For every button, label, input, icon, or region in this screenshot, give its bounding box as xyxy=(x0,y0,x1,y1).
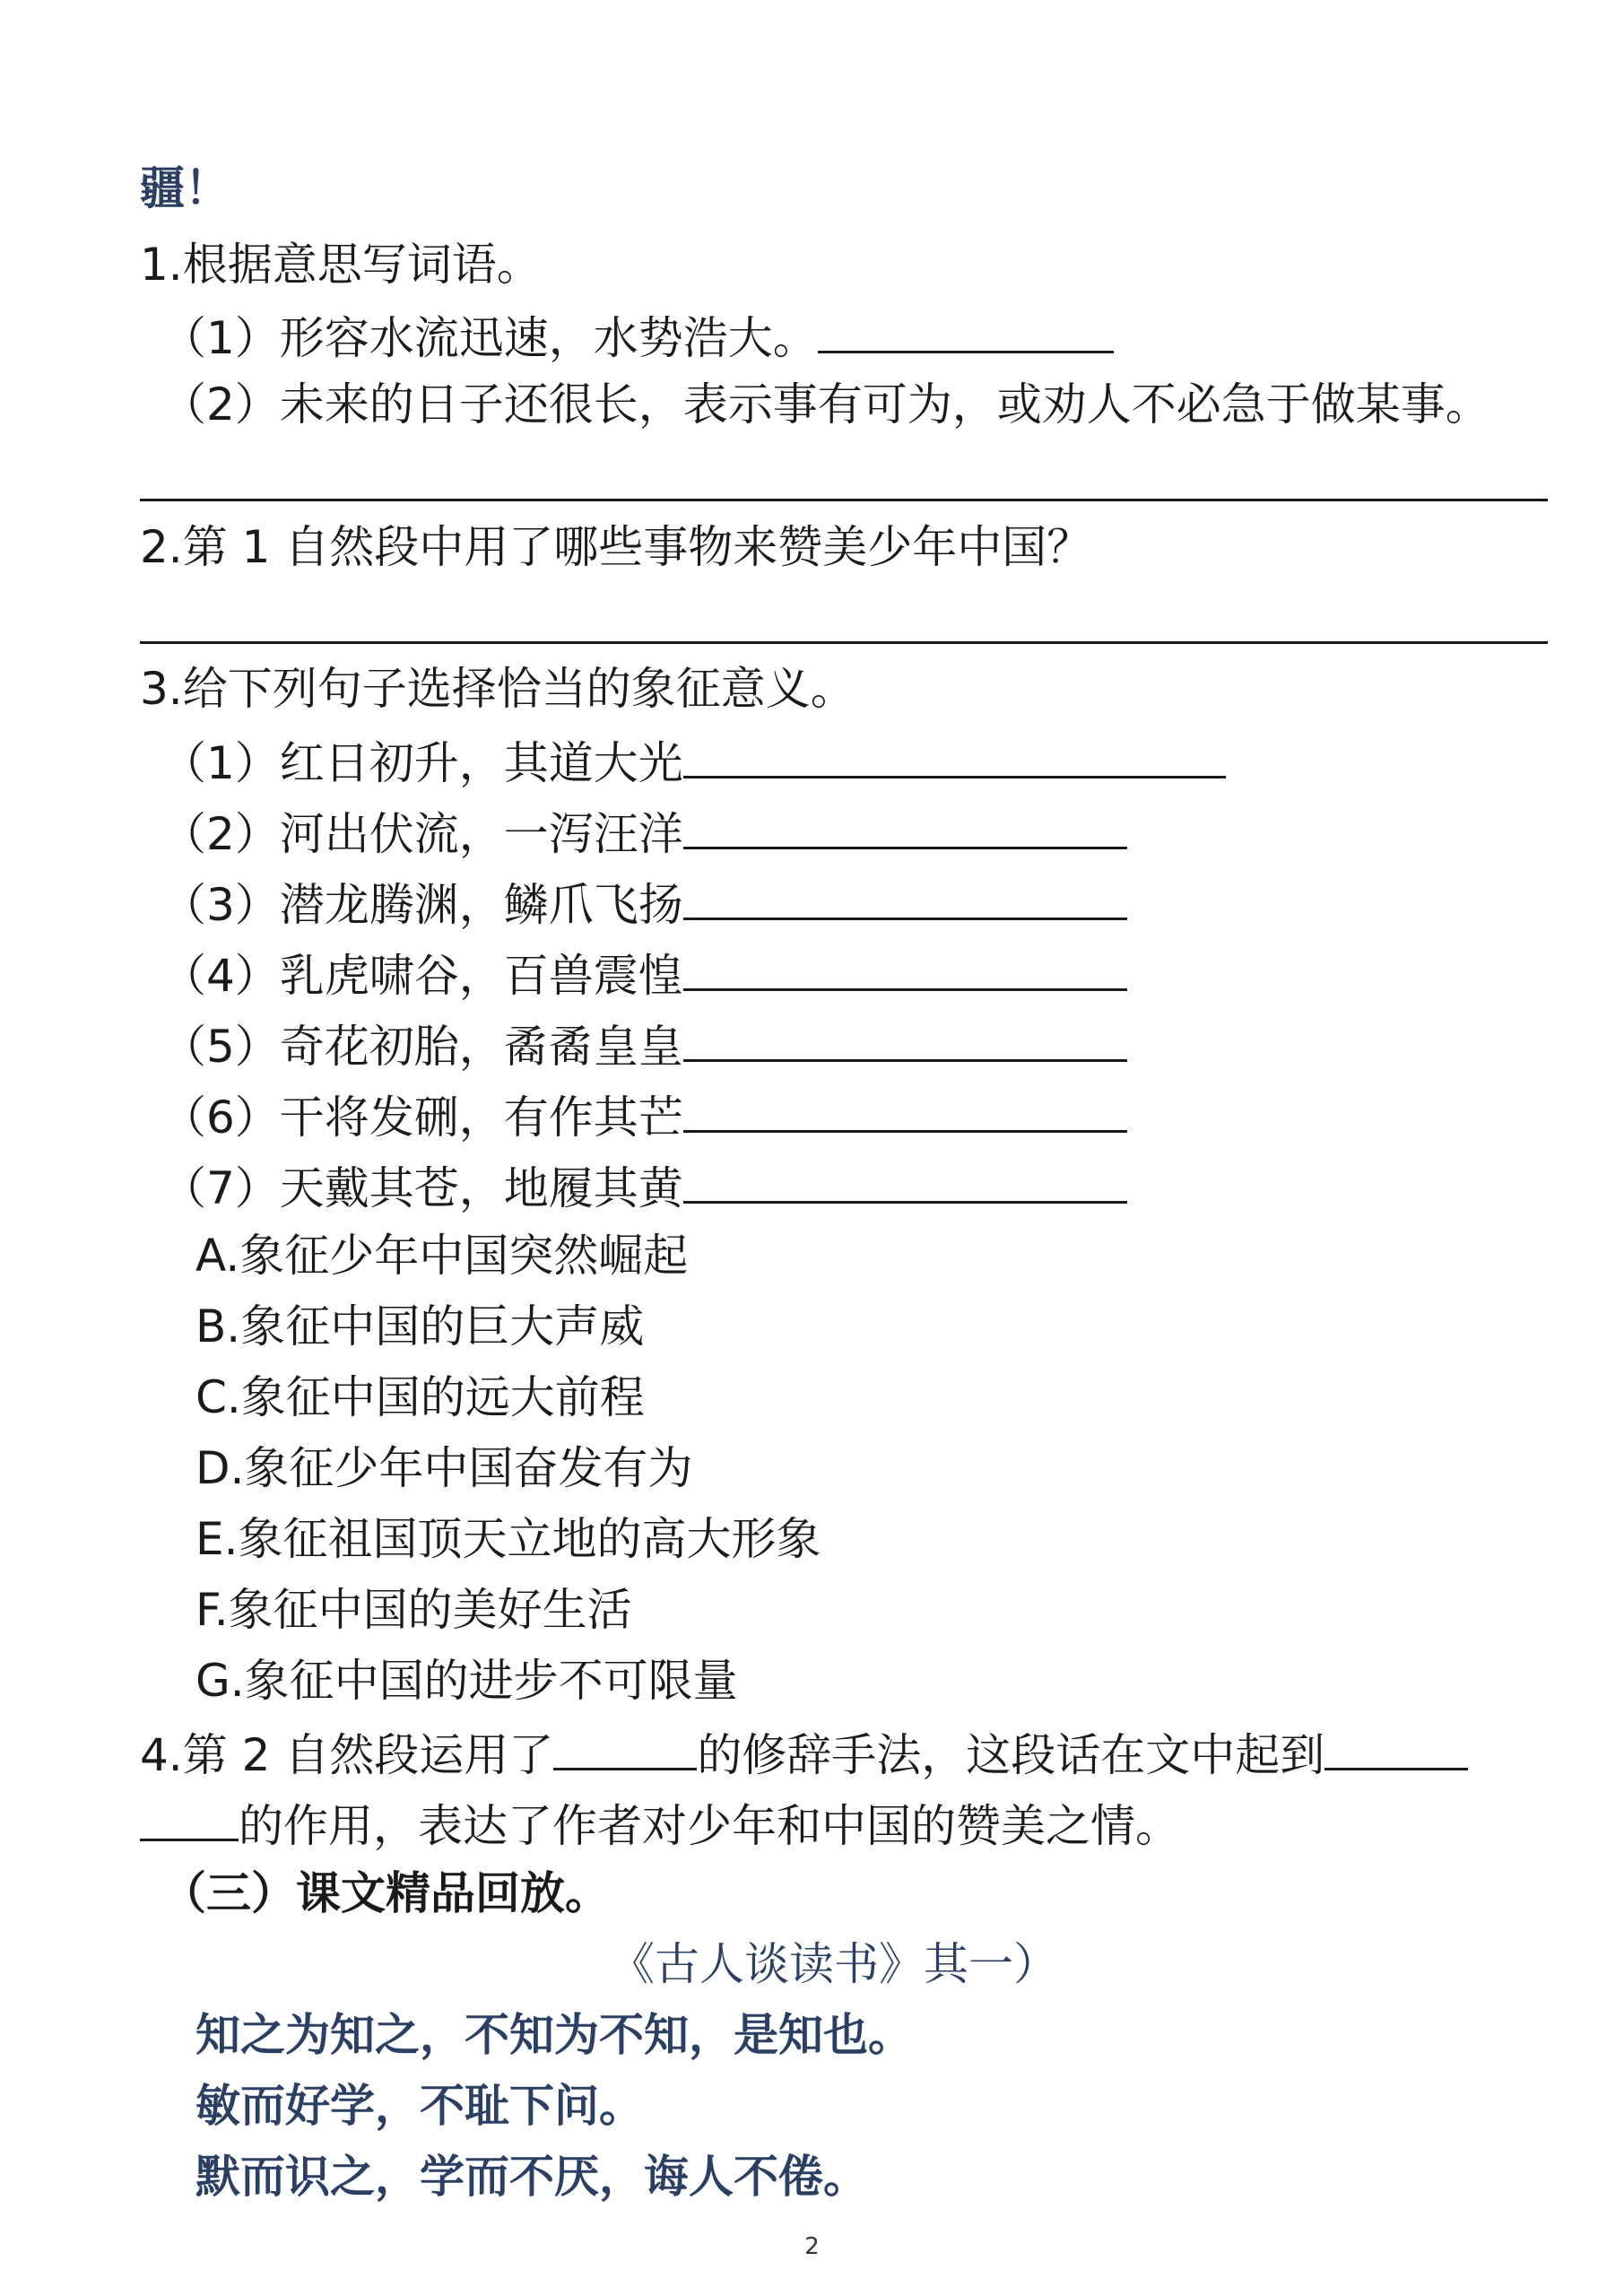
q1-title: 1.根据意思写词语。 xyxy=(140,239,542,291)
answer-blank[interactable] xyxy=(818,308,1114,353)
q3-option-e: E.象征祖国顶天立地的高大形象 xyxy=(195,1513,821,1565)
q3-option-c: C.象征中国的远大前程 xyxy=(195,1371,645,1423)
q3-item-5-text: （5）奇花初胎，矞矞皇皇 xyxy=(161,1021,683,1073)
q3-title: 3.给下列句子选择恰当的象征意义。 xyxy=(140,663,855,715)
q4-line-1 xyxy=(140,1725,1468,1782)
section-heading: （三）课文精品回放。 xyxy=(161,1866,610,1919)
q3-option-g: G.象征中国的进步不可限量 xyxy=(195,1655,738,1707)
q3-option-b: B.象征中国的巨大声威 xyxy=(195,1300,645,1352)
q3-option-d: D.象征少年中国奋发有为 xyxy=(195,1442,693,1494)
poem-title: 《古人谈读书》其一） xyxy=(610,1938,1058,1990)
q4-part-2: 的修辞手法，这段话在文中起到 xyxy=(697,1729,1325,1781)
answer-blank[interactable] xyxy=(683,804,1127,849)
q3-item-7 xyxy=(161,1158,1127,1215)
answer-blank[interactable] xyxy=(683,945,1127,991)
q3-item-1-text: （1）红日初升，其道大光 xyxy=(161,737,683,789)
q3-item-7-text: （7）天戴其苍，地履其黄 xyxy=(161,1162,683,1214)
poem-line-2: 敏而好学，不耻下问。 xyxy=(195,2079,644,2132)
q1-item-1-text: （1）形容水流迅速，水势浩大。 xyxy=(161,312,818,364)
q3-item-5 xyxy=(161,1016,1127,1074)
q3-option-f: F.象征中国的美好生活 xyxy=(195,1584,632,1636)
q3-item-3-text: （3）潜龙腾渊，鳞爪飞扬 xyxy=(161,879,683,931)
answer-blank[interactable] xyxy=(683,733,1226,778)
q2-title: 2.第 1 自然段中用了哪些事物来赞美少年中国？ xyxy=(140,521,1092,573)
q4-part-1: 4.第 2 自然段运用了 xyxy=(140,1729,554,1781)
q1-item-2: （2）未来的日子还很长，表示事有可为，或劝人不必急于做某事。 xyxy=(161,378,1490,430)
answer-blank[interactable] xyxy=(140,1796,239,1841)
answer-blank[interactable] xyxy=(683,1087,1127,1133)
q3-item-2 xyxy=(161,804,1127,861)
q3-item-1 xyxy=(161,733,1226,790)
q3-item-4 xyxy=(161,945,1127,1003)
answer-line[interactable] xyxy=(140,641,1548,644)
q3-item-6-text: （6）干将发硎，有作其芒 xyxy=(161,1091,683,1144)
answer-line[interactable] xyxy=(140,499,1548,501)
answer-blank[interactable] xyxy=(683,874,1127,920)
q3-item-6 xyxy=(161,1087,1127,1144)
page-number: 2 xyxy=(804,2233,820,2260)
q3-option-a: A.象征少年中国突然崛起 xyxy=(195,1230,689,1282)
q4-part-3: 的作用，表达了作者对少年和中国的赞美之情。 xyxy=(239,1800,1180,1852)
poem-line-3: 默而识之，学而不厌，诲人不倦。 xyxy=(195,2150,868,2203)
poem-line-1: 知之为知之，不知为不知，是知也。 xyxy=(195,2008,913,2061)
q3-item-4-text: （4）乳虎啸谷，百兽震惶 xyxy=(161,950,683,1002)
answer-blank[interactable] xyxy=(683,1016,1127,1062)
q1-item-1 xyxy=(161,308,1114,365)
q3-item-3 xyxy=(161,874,1127,932)
answer-blank[interactable] xyxy=(683,1158,1127,1204)
q3-item-2-text: （2）河出伏流，一泻汪洋 xyxy=(161,808,683,860)
answer-blank[interactable] xyxy=(553,1725,697,1770)
q4-line-2 xyxy=(140,1796,1180,1853)
header-fragment: 疆！ xyxy=(140,161,230,214)
answer-blank[interactable] xyxy=(1324,1725,1468,1770)
